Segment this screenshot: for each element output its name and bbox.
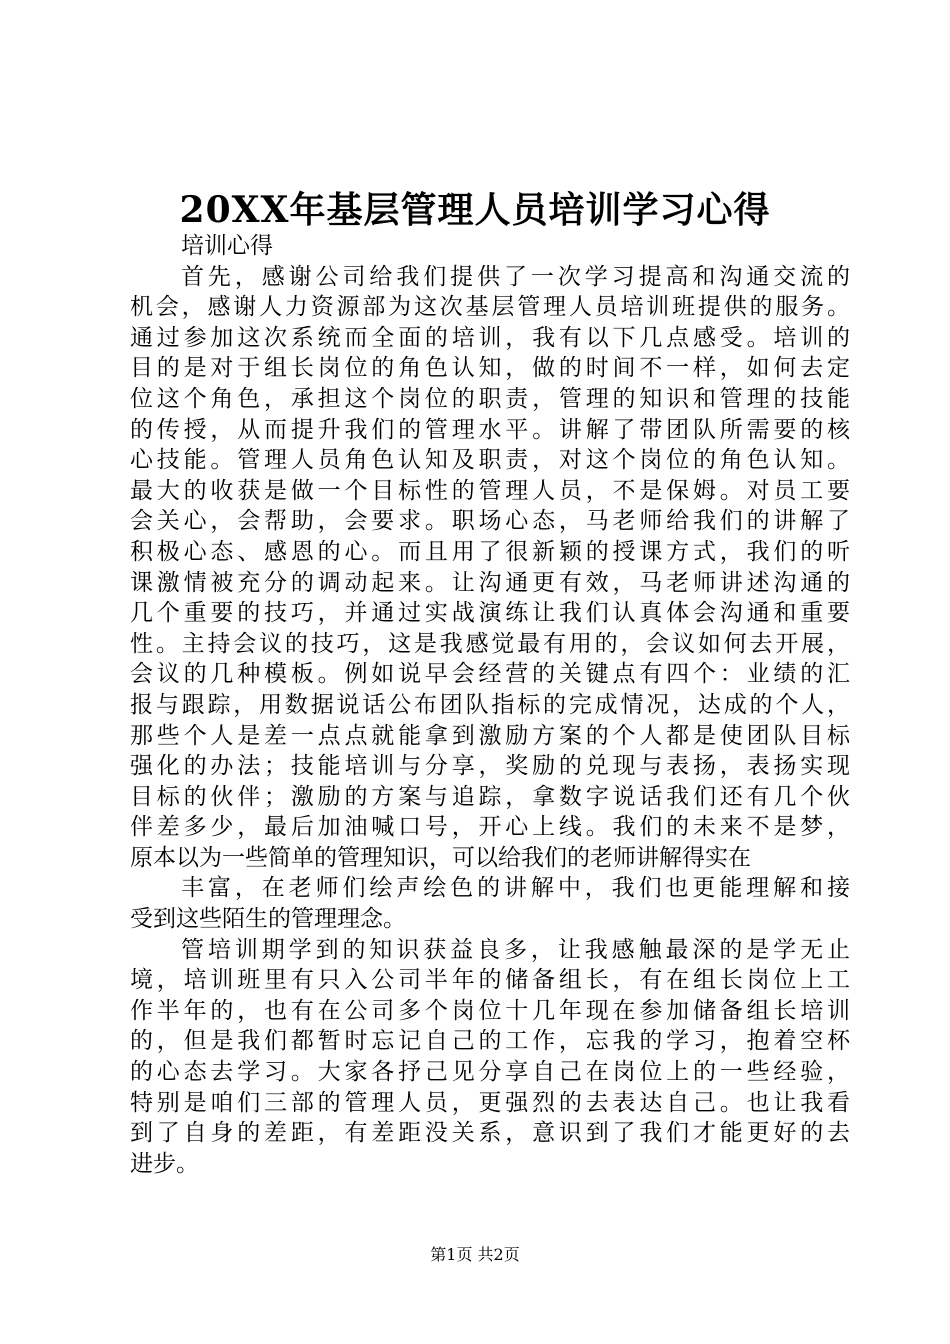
paragraph-line: 进步。	[130, 1150, 199, 1177]
paragraph-line: 会关心，会帮助，会要求。职场心态，马老师给我们的讲解了	[130, 508, 850, 535]
paragraph-line: 那些个人是差一点点就能拿到激励方案的个人都是使团队目标	[130, 722, 850, 749]
paragraph-line: 性。主持会议的技巧，这是我感觉最有用的，会议如何去开展，	[130, 630, 850, 657]
paragraph-line: 目标的伙伴；激励的方案与追踪，拿数字说话我们还有几个伙	[130, 783, 850, 810]
paragraph-line: 积极心态、感恩的心。而且用了很新颖的授课方式，我们的听	[130, 538, 850, 565]
document-title: 20XX年基层管理人员培训学习心得	[179, 189, 771, 231]
paragraph-line: 报与跟踪，用数据说话公布团队指标的完成情况，达成的个人，	[130, 691, 850, 718]
paragraph-line: 位这个角色，承担这个岗位的职责，管理的知识和管理的技能	[130, 385, 850, 412]
paragraph-line: 的心态去学习。大家各抒己见分享自己在岗位上的一些经验，	[130, 1059, 850, 1086]
paragraph-line: 会议的几种模板。例如说早会经营的关键点有四个：业绩的汇	[130, 661, 850, 688]
page-number-footer: 第1页 共2页	[430, 1245, 520, 1264]
paragraph-line: 心技能。管理人员角色认知及职责，对这个岗位的角色认知。	[130, 447, 850, 474]
paragraph-line: 丰富，在老师们绘声绘色的讲解中，我们也更能理解和接	[181, 875, 850, 902]
paragraph-line: 首先，感谢公司给我们提供了一次学习提高和沟通交流的	[181, 263, 850, 290]
paragraph-line: 强化的办法；技能培训与分享，奖励的兑现与表扬，表扬实现	[130, 753, 850, 780]
paragraph-line: 几个重要的技巧，并通过实战演练让我们认真体会沟通和重要	[130, 600, 850, 627]
paragraph-line: 的，但是我们都暂时忘记自己的工作，忘我的学习，抱着空杯	[130, 1028, 850, 1055]
paragraph-line: 作半年的，也有在公司多个岗位十几年现在参加储备组长培训	[130, 997, 850, 1024]
paragraph-line: 管培训期学到的知识获益良多，让我感触最深的是学无止	[181, 936, 850, 963]
paragraph-line: 特别是咱们三部的管理人员，更强烈的去表达自己。也让我看	[130, 1089, 850, 1116]
paragraph-line: 伴差多少，最后加油喊口号，开心上线。我们的未来不是梦，	[130, 814, 850, 841]
document-body	[130, 231, 850, 1179]
paragraph-line: 机会，感谢人力资源部为这次基层管理人员培训班提供的服务。	[130, 294, 850, 321]
paragraph-line: 通过参加这次系统而全面的培训，我有以下几点感受。培训的	[130, 324, 850, 351]
paragraph-line: 课激情被充分的调动起来。让沟通更有效，马老师讲述沟通的	[130, 569, 850, 596]
paragraph-line: 原本以为一些简单的管理知识，可以给我们的老师讲解得实在	[130, 844, 751, 871]
paragraph-line: 到了自身的差距，有差距没关系，意识到了我们才能更好的去	[130, 1120, 850, 1147]
paragraph-line: 的传授，从而提升我们的管理水平。讲解了带团队所需要的核	[130, 416, 850, 443]
section-heading: 培训心得	[181, 233, 273, 259]
paragraph-line: 目的是对于组长岗位的角色认知，做的时间不一样，如何去定	[130, 355, 850, 382]
paragraph-line: 最大的收获是做一个目标性的管理人员，不是保姆。对员工要	[130, 477, 850, 504]
paragraph-line: 受到这些陌生的管理理念。	[130, 906, 406, 933]
paragraph-line: 境，培训班里有只入公司半年的储备组长，有在组长岗位上工	[130, 967, 850, 994]
